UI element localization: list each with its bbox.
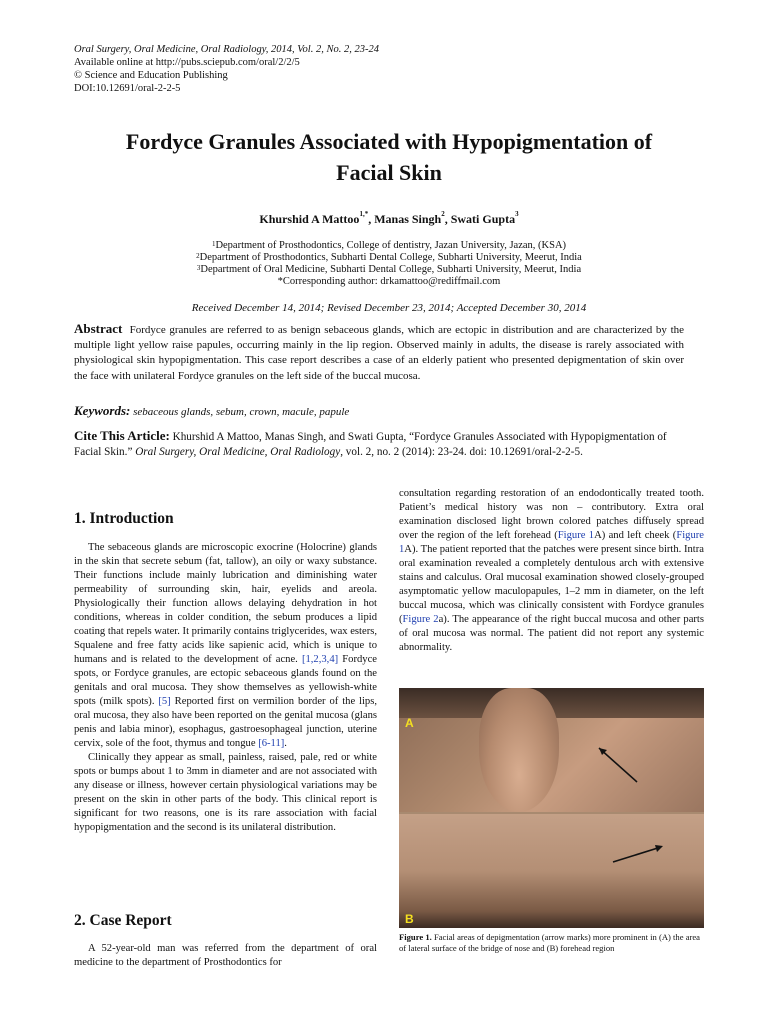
journal-citation: Oral Surgery, Oral Medicine, Oral Radiology, 2014, Vol. 2, No. 2, 23-24 [74,44,379,55]
figure-1-photo [399,688,704,928]
case-text: A) and left cheek ( [594,530,677,541]
author-2: Manas Singh [374,212,442,226]
case-report-continued [399,487,704,655]
reference-link[interactable]: [1,2,3,4] [301,654,339,665]
keywords-text: sebaceous glands, sebum, crown, macule, papule [133,406,350,418]
doi: DOI:10.12691/oral-2-2-5 [74,83,181,94]
title-line-1: Fordyce Granules Associated with Hypopigmentation of [125,129,653,154]
copyright: © Science and Education Publishing [74,70,228,81]
affiliation-1 [40,240,738,252]
affiliation-3 [40,264,738,276]
right-column-paragraph [399,487,704,655]
affiliation-text: Department of Prosthodontics, College of dentistry, Jazan University, Jazan, (KSA) [215,240,567,251]
cite-journal: Oral Surgery, Oral Medicine, Oral Radiology [135,445,341,458]
affiliation-sup: 1 [211,240,216,248]
case-text: a). The appearance of the right buccal mucosa and other parts of oral mucosa was normal. The patient did not report any systemic abnormality. [399,614,704,653]
case-report-body [74,942,377,970]
affiliation-sup: 2 [196,252,200,260]
cite-this-article [74,429,684,459]
caption-label: Figure 1. [399,932,432,942]
figure-link[interactable]: Figure 1 [399,530,704,555]
author-separator: , [444,212,451,226]
intro-text: The sebaceous glands are microscopic exocrine (Holocrine) glands in the skin that secrete sebum (fat, tallow), an oily or waxy substance. Their functions include mainly lubrication and diminishing water permeability of surrounding skin, hair, eyelids and areola. Physiologically their function allows delaying dehydration in hot conditions, whereas in colder condition, the sebum produces a lipid coating that repels water. It primarily contains triglycerides, wax esters, Squalene and free fatty acids like sapienic acid, which is unique to humans and is related to the development of acne. [74,542,377,665]
intro-text: . [284,738,287,749]
received-dates: Received December 14, 2014; Revised December 23, 2014; Accepted December 30, 2014 [191,302,587,314]
abstract-text: Fordyce granules are referred to as benign sebaceous glands, which are ectopic in distribution and are characterized by the multiple light yellow raise papules, occurring mainly in the lip region. Observed mainly in adults, the disease is rarely associated with physiological skin hypopigmentation. This case report describes a case of an elderly patient who presented depigmentation of skin over the face with unilateral Fordyce granules on the left side of the buccal mucosa. [74,324,685,382]
cite-authors-title: Khurshid A Mattoo, Manas Singh, and Swati Gupta, “Fordyce Granules Associated with Hypopigmentation of Facial Skin.” [74,431,667,458]
intro-paragraph-1 [74,541,377,751]
caption-text: Facial areas of depigmentation (arrow marks) more prominent in (A) the area of lateral surface of the bridge of nose and (B) forehead region [399,932,700,953]
author-separator: , [368,212,375,226]
abstract-label: Abstract [74,321,123,336]
author-1-sup: 1,* [359,210,369,218]
cite-label: Cite This Article: [74,428,170,443]
figure-1-caption [399,932,705,954]
author-list [40,212,738,227]
author-2-sup: 2 [441,210,445,218]
section-heading-case-report: 2. Case Report [74,912,172,929]
case-paragraph-1: A 52-year-old man was referred from the department of oral medicine to the department of Prosthodontics for [74,943,377,968]
author-1: Khurshid A Mattoo [259,212,360,226]
intro-paragraph-2: Clinically they appear as small, painless, raised, pale, red or white spots or bumps about 1 to 3mm in diameter and are not associated with any disease or illness, however certain physiological variations may be present on the skin in other parts of the body. This clinical report is significant for two reasons, one is its rare association with facial hypopigmentation and the second is its unilateral distribution. [74,752,377,833]
available-online: Available online at http://pubs.sciepub.com/oral/2/2/5 [74,57,300,68]
intro-text: Reported first on vermilion border of the lips, oral mucosa, they also have been reported on the genital mucosa (glans penis and labia minor), esophagus, gastroesophageal junction, uterine cervix, sole of the foot, thymus and tongue [74,696,378,749]
journal-header [74,43,379,95]
affiliations [40,240,738,288]
keywords-label: Keywords: [74,403,131,418]
case-text: A). The patient reported that the patches were present since birth. Intra oral examination revealed a completely dentulous arch with extensive stains and calculus. Oral mucosal examination showed closely-grouped asymptomatic yellow maculopapules, 1–2 mm in diameter, on the left buccal mucosa, which was clinically consistent with Fordyce granules ( [399,544,704,625]
affiliation-text: Department of Oral Medicine, Subharti Dental College, Subharti University, Meerut, India [200,264,582,275]
title-line-2: Facial Skin [336,160,442,185]
figure-panel-a [399,688,704,812]
panel-label-b: B [405,912,414,926]
cite-details: , vol. 2, no. 2 (2014): 23-24. doi: 10.12691/oral-2-2-5. [340,445,583,458]
introduction-body [74,541,377,835]
keywords [74,403,684,419]
author-3-sup: 3 [515,210,519,218]
case-text: consultation regarding restoration of an endodontically treated tooth. Patient’s medical history was non – contributory. Extra oral examination disclosed light brown colored patches diffusely spread over the region of the left forehead ( [399,488,704,541]
affiliation-sup: 3 [196,264,201,272]
reference-link[interactable]: [6-11] [258,738,285,749]
abstract [74,321,684,384]
affiliation-2 [40,252,738,264]
figure-link[interactable]: Figure 1 [557,530,595,541]
figure-panel-b [399,814,704,928]
arrow-mark-a [399,688,704,812]
panel-label-a: A [405,716,414,730]
arrow-mark-b [399,814,704,928]
section-heading-introduction: 1. Introduction [74,510,174,527]
figure-link[interactable]: Figure 2 [402,614,439,625]
paper-title [40,126,738,188]
author-3: Swati Gupta [450,212,516,226]
corresponding-author: *Corresponding author: drkamattoo@rediffmail.com [277,276,501,287]
affiliation-text: Department of Prosthodontics, Subharti Dental College, Subharti University, Meerut, India [199,252,582,263]
reference-link[interactable]: [5] [158,696,171,707]
intro-text: Fordyce spots, or Fordyce granules, are ectopic sebaceous glands found on the genitals and oral mucosa. They show themselves as yellowish-white spots (milk spots). [74,654,377,707]
